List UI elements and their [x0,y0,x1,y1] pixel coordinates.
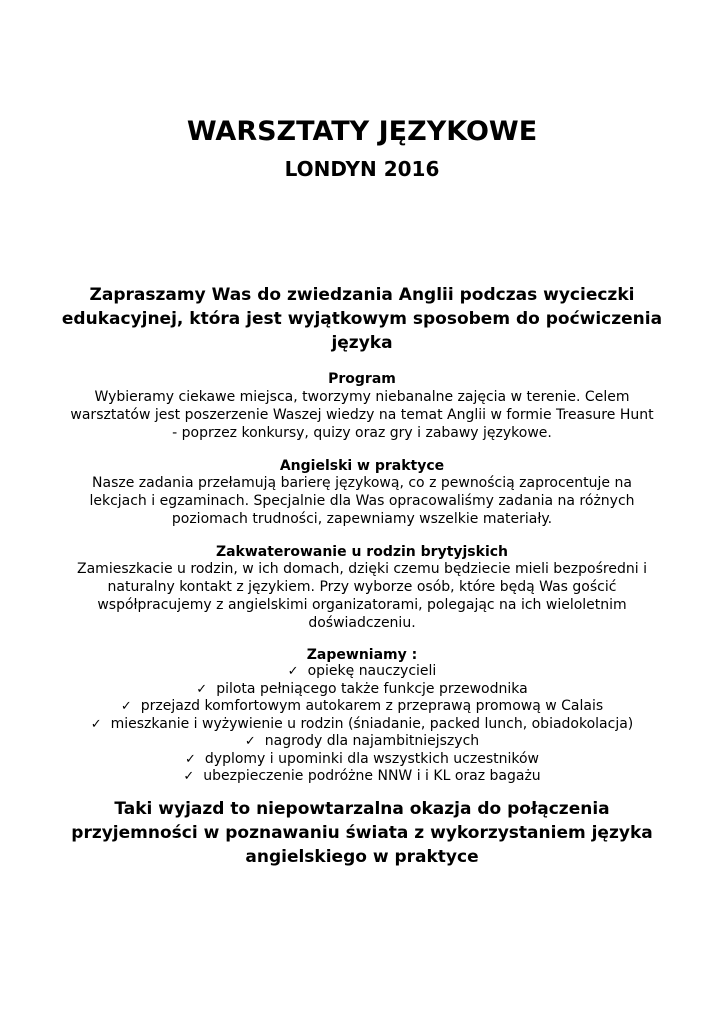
section-line: - poprzez konkursy, quizy oraz gry i zabawy językowe. [172,425,552,441]
list-item: ✓ ubezpieczenie podróżne NNW i i KL oraz bagażu [183,768,541,784]
list-item: ✓ przejazd komfortowym autokarem z przeprawą promową w Calais [120,698,604,714]
provide-heading: Zapewniamy : [306,647,418,663]
list-item: ✓ pilota pełniącego także funkcje przewodnika [196,680,528,697]
intro-paragraph [40,283,684,355]
section-line: Zamieszkacie u rodzin, w ich domach, dzięki czemu będziecie mieli bezpośredni i [77,561,647,577]
section-line: poziomach trudności, zapewniamy wszelkie materiały. [171,511,553,527]
outro-line: Taki wyjazd to niepowtarzalna okazja do połączenia [114,799,610,819]
section-body-program [40,388,684,442]
section-line: warsztatów jest poszerzenie Waszej wiedzy na temat Anglii w formie Treasure Hunt [70,407,654,423]
list-item: ✓ mieszkanie i wyżywienie u rodzin (śniadanie, packed lunch, obiadokolacja) [90,715,634,732]
section-body-english-practice [40,474,684,528]
checkmark-icon: ✓ [244,734,256,749]
section-line: współpracujemy z angielskimi organizatorami, polegając na ich wieloletnim [97,597,627,613]
list-item: ✓ nagrody dla najambitniejszych [244,733,480,749]
document-subtitle: LONDYN 2016 [284,157,440,181]
intro-line: języka [331,333,393,353]
section-heading-accommodation: Zakwaterowanie u rodzin brytyjskich [215,544,509,560]
document-title: WARSZTATY JĘZYKOWE [186,116,538,147]
section-heading-english-practice: Angielski w praktyce [279,458,445,474]
intro-line: edukacyjnej, która jest wyjątkowym sposobem do poćwiczenia [61,309,663,329]
section-line: Nasze zadania przełamują barierę językową, co z pewnością zaprocentuje na [92,475,632,491]
outro-line: przyjemności w poznawaniu świata z wykorzystaniem języka [71,823,653,843]
checkmark-icon: ✓ [183,769,195,784]
section-body-accommodation [40,560,684,632]
checkmark-icon: ✓ [287,664,299,679]
section-heading-program: Program [328,371,396,387]
checkmark-icon: ✓ [185,751,196,767]
section-line: lekcjach i egzaminach. Specjalnie dla Was opracowaliśmy zadania na różnych [89,493,635,509]
list-item: ✓ opiekę nauczycieli [287,663,437,679]
provide-list [40,663,684,786]
checkmark-icon: ✓ [196,681,208,697]
intro-line: Zapraszamy Was do zwiedzania Anglii podczas wycieczki [89,285,635,305]
checkmark-icon: ✓ [120,699,132,714]
checkmark-icon: ✓ [90,716,102,732]
section-line: doświadczeniu. [308,615,416,631]
section-line: Wybieramy ciekawe miejsca, tworzymy niebanalne zajęcia w terenie. Celem [94,389,630,405]
closing-paragraph [40,797,684,869]
outro-line: angielskiego w praktyce [245,847,479,867]
section-line: naturalny kontakt z językiem. Przy wyborze osób, które będą Was gościć [107,579,617,595]
list-item: ✓ dyplomy i upominki dla wszystkich uczestników [185,750,539,767]
